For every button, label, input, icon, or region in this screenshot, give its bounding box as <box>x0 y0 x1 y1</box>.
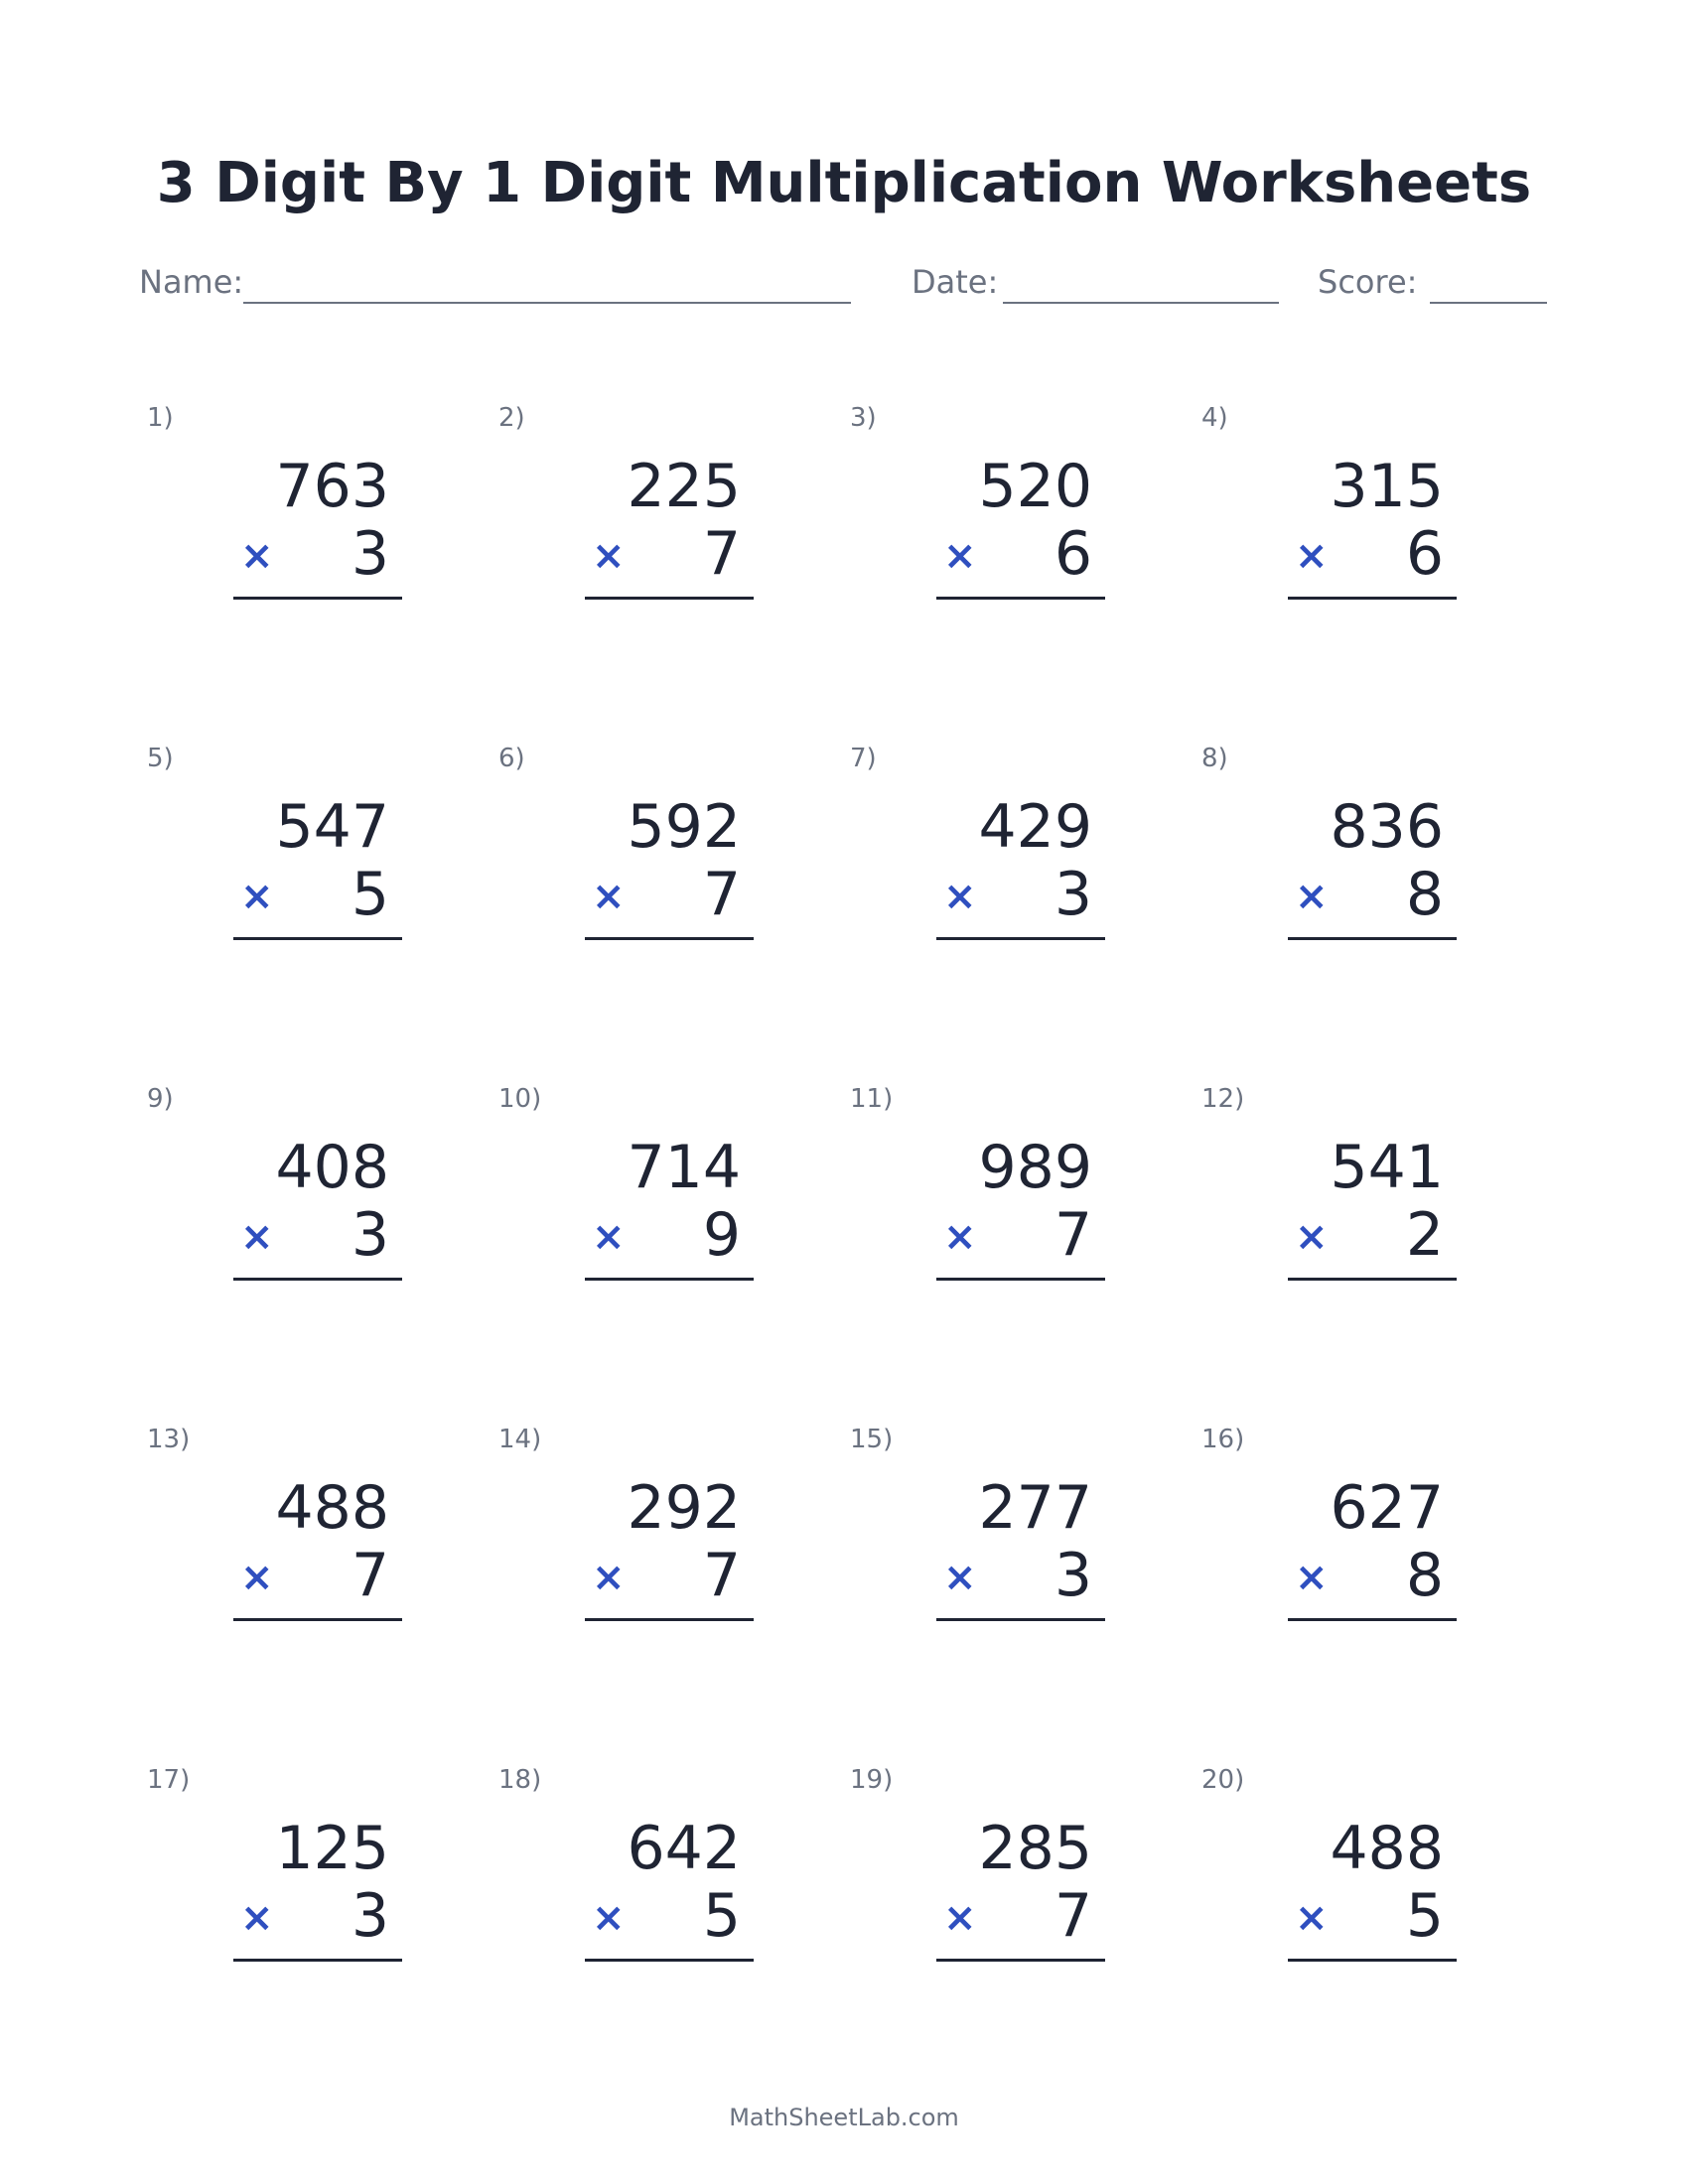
footer-site: MathSheetLab.com <box>729 2104 959 2131</box>
problem-8 <box>1201 744 1499 982</box>
problem-10 <box>498 1084 796 1322</box>
times-icon: × <box>592 533 626 579</box>
problem-number: 2) <box>498 403 525 433</box>
answer-line <box>233 1278 402 1281</box>
name-field <box>243 302 851 304</box>
multiplier: 7 <box>702 519 741 589</box>
problem-number: 7) <box>850 744 877 773</box>
times-icon: × <box>1295 1214 1329 1260</box>
multiplicand: 592 <box>627 792 741 862</box>
multiplicand: 292 <box>627 1473 741 1543</box>
times-icon: × <box>1295 874 1329 919</box>
answer-line <box>936 1959 1105 1962</box>
problem-number: 17) <box>147 1765 191 1795</box>
multiplicand: 520 <box>978 452 1092 521</box>
times-icon: × <box>240 1555 274 1600</box>
problem-9 <box>147 1084 445 1322</box>
multiplicand: 488 <box>1330 1814 1444 1883</box>
answer-line <box>1288 937 1457 940</box>
problem-number: 10) <box>498 1084 542 1114</box>
problem-19 <box>850 1765 1148 2003</box>
times-icon: × <box>240 1895 274 1941</box>
answer-line <box>1288 1278 1457 1281</box>
problem-number: 15) <box>850 1425 894 1454</box>
problem-20 <box>1201 1765 1499 2003</box>
multiplier: 7 <box>1054 1200 1092 1270</box>
multiplier: 3 <box>1054 860 1092 929</box>
date-field <box>1003 302 1279 304</box>
answer-line <box>585 597 754 600</box>
multiplier: 6 <box>1054 519 1092 589</box>
times-icon: × <box>1295 533 1329 579</box>
page-title: 3 Digit By 1 Digit Multiplication Worksheets <box>156 151 1532 215</box>
problem-7 <box>850 744 1148 982</box>
problem-number: 6) <box>498 744 525 773</box>
multiplicand: 285 <box>978 1814 1092 1883</box>
problem-number: 8) <box>1201 744 1228 773</box>
problem-number: 18) <box>498 1765 542 1795</box>
multiplier: 5 <box>351 860 389 929</box>
answer-line <box>936 1618 1105 1621</box>
multiplicand: 989 <box>978 1133 1092 1202</box>
multiplier: 8 <box>1405 1541 1444 1610</box>
answer-line <box>233 937 402 940</box>
multiplicand: 627 <box>1330 1473 1444 1543</box>
times-icon: × <box>1295 1895 1329 1941</box>
multiplicand: 408 <box>275 1133 389 1202</box>
times-icon: × <box>592 1214 626 1260</box>
multiplier: 6 <box>1405 519 1444 589</box>
problem-number: 4) <box>1201 403 1228 433</box>
problem-number: 5) <box>147 744 174 773</box>
multiplier: 3 <box>351 1881 389 1951</box>
problem-number: 13) <box>147 1425 191 1454</box>
answer-line <box>936 597 1105 600</box>
multiplier: 7 <box>702 1541 741 1610</box>
problem-number: 14) <box>498 1425 542 1454</box>
multiplier: 2 <box>1405 1200 1444 1270</box>
problem-15 <box>850 1425 1148 1663</box>
problem-number: 12) <box>1201 1084 1245 1114</box>
multiplicand: 488 <box>275 1473 389 1543</box>
answer-line <box>1288 1959 1457 1962</box>
multiplicand: 225 <box>627 452 741 521</box>
problem-3 <box>850 403 1148 641</box>
answer-line <box>936 937 1105 940</box>
problem-number: 11) <box>850 1084 894 1114</box>
times-icon: × <box>240 533 274 579</box>
multiplier: 5 <box>702 1881 741 1951</box>
problem-5 <box>147 744 445 982</box>
times-icon: × <box>240 1214 274 1260</box>
answer-line <box>585 1618 754 1621</box>
multiplicand: 125 <box>275 1814 389 1883</box>
multiplicand: 642 <box>627 1814 741 1883</box>
answer-line <box>936 1278 1105 1281</box>
multiplier: 7 <box>351 1541 389 1610</box>
problem-16 <box>1201 1425 1499 1663</box>
times-icon: × <box>240 874 274 919</box>
multiplicand: 714 <box>627 1133 741 1202</box>
score-label: Score: <box>1318 263 1418 301</box>
times-icon: × <box>592 874 626 919</box>
problem-14 <box>498 1425 796 1663</box>
problem-number: 9) <box>147 1084 174 1114</box>
multiplier: 8 <box>1405 860 1444 929</box>
problem-12 <box>1201 1084 1499 1322</box>
multiplier: 3 <box>351 1200 389 1270</box>
multiplier: 7 <box>702 860 741 929</box>
times-icon: × <box>943 1555 977 1600</box>
multiplicand: 429 <box>978 792 1092 862</box>
times-icon: × <box>943 1895 977 1941</box>
multiplicand: 836 <box>1330 792 1444 862</box>
answer-line <box>1288 597 1457 600</box>
times-icon: × <box>943 533 977 579</box>
multiplier: 7 <box>1054 1881 1092 1951</box>
problem-4 <box>1201 403 1499 641</box>
answer-line <box>233 1959 402 1962</box>
multiplier: 9 <box>702 1200 741 1270</box>
problem-11 <box>850 1084 1148 1322</box>
multiplicand: 315 <box>1330 452 1444 521</box>
problem-6 <box>498 744 796 982</box>
problem-number: 3) <box>850 403 877 433</box>
times-icon: × <box>943 874 977 919</box>
multiplier: 5 <box>1405 1881 1444 1951</box>
problem-number: 1) <box>147 403 174 433</box>
date-label: Date: <box>912 263 999 301</box>
score-field <box>1430 302 1547 304</box>
multiplicand: 547 <box>275 792 389 862</box>
multiplicand: 277 <box>978 1473 1092 1543</box>
times-icon: × <box>943 1214 977 1260</box>
times-icon: × <box>592 1895 626 1941</box>
answer-line <box>233 597 402 600</box>
answer-line <box>1288 1618 1457 1621</box>
answer-line <box>585 1278 754 1281</box>
problem-2 <box>498 403 796 641</box>
problem-17 <box>147 1765 445 2003</box>
problem-1 <box>147 403 445 641</box>
problem-number: 16) <box>1201 1425 1245 1454</box>
multiplicand: 763 <box>275 452 389 521</box>
times-icon: × <box>592 1555 626 1600</box>
multiplier: 3 <box>1054 1541 1092 1610</box>
name-label: Name: <box>139 263 244 301</box>
times-icon: × <box>1295 1555 1329 1600</box>
problem-number: 19) <box>850 1765 894 1795</box>
problem-number: 20) <box>1201 1765 1245 1795</box>
multiplier: 3 <box>351 519 389 589</box>
answer-line <box>233 1618 402 1621</box>
multiplicand: 541 <box>1330 1133 1444 1202</box>
problem-18 <box>498 1765 796 2003</box>
answer-line <box>585 1959 754 1962</box>
problem-13 <box>147 1425 445 1663</box>
answer-line <box>585 937 754 940</box>
